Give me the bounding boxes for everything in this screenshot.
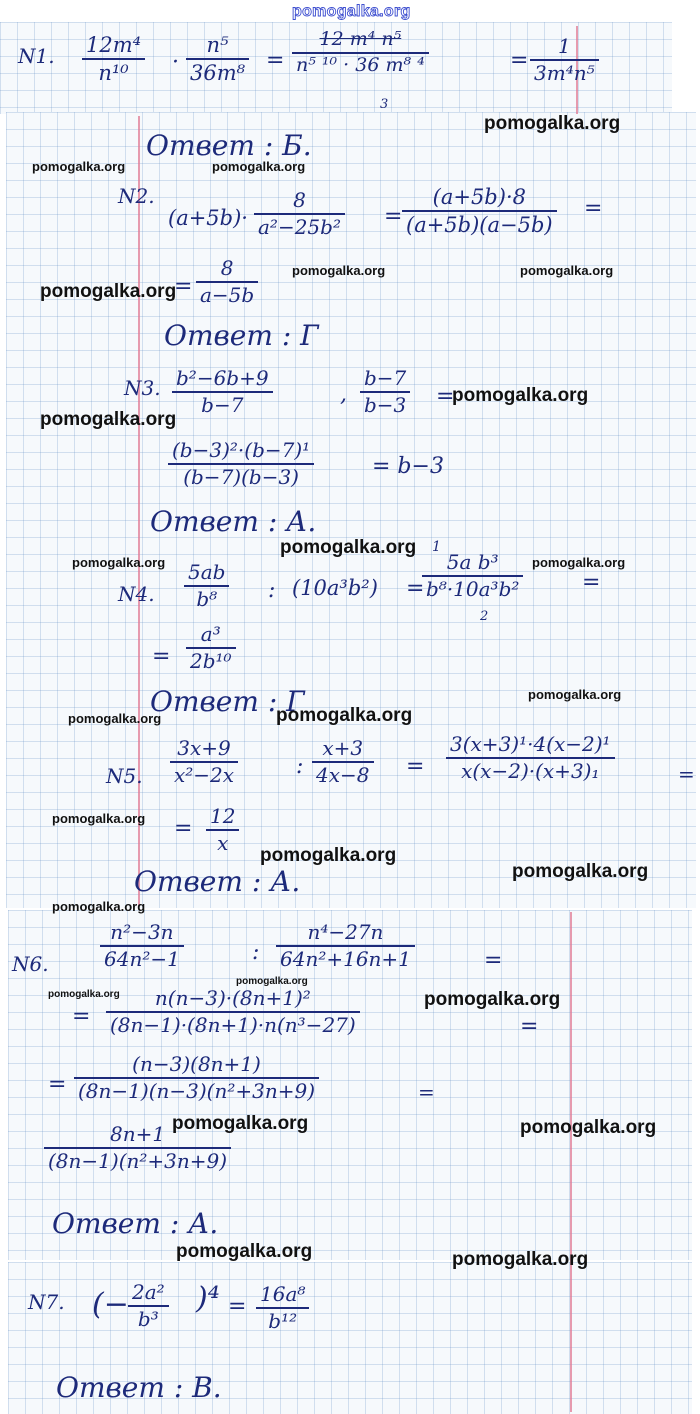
watermark: pomogalka.org: [512, 861, 649, 882]
equals-sign: =: [678, 762, 695, 786]
problem-2-fraction-1: [254, 190, 345, 238]
comma-sign: ,: [340, 382, 347, 407]
watermark: pomogalka.org: [452, 385, 589, 406]
right-paren: )⁴: [196, 1281, 220, 1316]
watermark: pomogalka.org: [520, 1117, 657, 1138]
numerator: b²−6b+9: [176, 366, 269, 390]
equals-sign: =: [520, 1014, 539, 1039]
numerator: 3x+9: [177, 736, 231, 760]
equals-sign: =: [174, 274, 193, 299]
problem-2-fraction-2: [402, 186, 557, 236]
denominator: 64n²+16n+1: [276, 945, 415, 970]
equals-sign: =: [510, 48, 529, 73]
denominator: 64n²−1: [100, 945, 184, 970]
denominator: n¹⁰: [82, 58, 145, 84]
site-logo: pomogalka.org: [292, 3, 411, 20]
equals-sign: =: [584, 196, 603, 221]
equals-sign: =: [228, 1294, 247, 1319]
problem-6-answer: Ответ : А.: [52, 1207, 219, 1240]
equals-sign: =: [406, 754, 425, 779]
equals-sign: =: [48, 1072, 67, 1097]
watermark: pomogalka.org: [484, 113, 621, 134]
numerator: (a+5b)·8: [432, 185, 526, 209]
problem-7-label: N7.: [28, 1290, 65, 1314]
problem-5-fraction-3: [446, 734, 615, 782]
margin-line: [570, 912, 572, 1412]
problem-1-answer: Ответ : Б.: [146, 129, 312, 162]
numerator: n²−3n: [110, 920, 174, 944]
numerator: a³: [200, 622, 221, 646]
numerator: 8n+1: [109, 1122, 166, 1146]
watermark: pomogalka.org: [52, 899, 146, 914]
problem-7-result: [256, 1284, 309, 1332]
numerator: 1: [557, 34, 571, 58]
problem-7-fraction-1: [128, 1282, 169, 1330]
left-paren: (−: [92, 1287, 129, 1322]
watermark: pomogalka.org: [176, 1241, 313, 1262]
equals-sign: =: [384, 204, 403, 229]
problem-3-answer: Ответ : А.: [150, 505, 317, 538]
problem-6-fraction-2: [276, 922, 415, 970]
problem-3-fraction-3: [168, 440, 314, 488]
numerator: 12: [210, 804, 236, 828]
denominator: (8n−1)(n²+3n+9): [44, 1147, 231, 1172]
denominator: (a+5b)(a−5b): [402, 210, 557, 236]
reduced-subscript: 2: [480, 609, 489, 624]
equals-sign: =: [174, 816, 193, 841]
equals-sign: =: [152, 644, 171, 669]
problem-5-fraction-2: [312, 738, 374, 786]
denominator: b⁸: [184, 585, 229, 610]
watermark: pomogalka.org: [52, 811, 146, 826]
problem-3-fraction-2: [360, 368, 410, 416]
denominator: (8n−1)·(8n+1)·n(n³−27): [106, 1011, 360, 1036]
watermark: pomogalka.org: [528, 687, 622, 702]
denominator: 4x−8: [312, 761, 374, 786]
problem-6-fraction-1: [100, 922, 184, 970]
numerator: n⁵: [206, 33, 229, 57]
equals-sign: =: [266, 48, 285, 73]
equals-sign: =: [72, 1004, 91, 1029]
numerator: n(n−3)·(8n+1)²: [154, 986, 311, 1010]
watermark: pomogalka.org: [72, 555, 166, 570]
watermark: pomogalka.org: [276, 705, 413, 726]
problem-6-label: N6.: [12, 952, 49, 976]
watermark: pomogalka.org: [520, 263, 614, 278]
reduced-subscript: 3: [380, 97, 389, 112]
watermark: pomogalka.org: [212, 159, 306, 174]
problem-1-label: N1.: [18, 44, 55, 68]
problem-5-fraction-1: [170, 738, 238, 786]
watermark: pomogalka.org: [172, 1113, 309, 1134]
divide-sign: :: [252, 940, 260, 965]
denominator: 3m⁴n⁵: [530, 59, 599, 84]
numerator: 16a⁸: [260, 1282, 306, 1306]
problem-7-answer: Ответ : В.: [56, 1371, 222, 1404]
numerator: 3(x+3)¹·4(x−2)¹: [450, 732, 611, 756]
problem-3-label: N3.: [124, 376, 161, 400]
denominator: b−3: [360, 391, 410, 416]
problem-3-fraction-1: [172, 368, 273, 416]
problem-4-fraction-1: [184, 562, 229, 610]
watermark: pomogalka.org: [452, 1249, 589, 1270]
denominator: x²−2x: [170, 761, 238, 786]
paper-sheet-2: [6, 112, 696, 908]
denominator: a−5b: [196, 281, 258, 306]
watermark: pomogalka.org: [40, 281, 177, 302]
problem-1-result: [530, 36, 599, 84]
problem-4-fraction-2: [422, 552, 523, 600]
problem-1-fraction-2: [186, 34, 249, 84]
denominator: a²−25b²: [254, 213, 345, 238]
numerator: n⁴−27n: [307, 920, 384, 944]
numerator: (n−3)(8n+1): [132, 1052, 261, 1076]
denominator: b³: [128, 1305, 169, 1330]
equals-sign: =: [582, 570, 601, 595]
numerator: b−7: [364, 366, 407, 390]
watermark: pomogalka.org: [68, 711, 162, 726]
denominator: n⁵ ¹⁰ · 36 m⁸ ⁴: [292, 52, 429, 76]
problem-2-label: N2.: [118, 184, 155, 208]
equals-sign: =: [436, 384, 455, 409]
problem-1-fraction-1: [82, 34, 145, 84]
problem-2-expression: (a+5b)·: [168, 206, 248, 230]
problem-4-answer: Ответ : Г: [150, 685, 305, 718]
numerator: 5a b³: [446, 550, 499, 574]
denominator: b−7: [172, 391, 273, 416]
equals-sign: =: [418, 1080, 435, 1104]
denominator: b⁸·10a³b²: [422, 575, 523, 600]
reduced-superscript: 1: [432, 539, 441, 555]
numerator: (b−3)²·(b−7)¹: [172, 438, 311, 462]
problem-5-label: N5.: [106, 764, 143, 788]
numerator: 8: [220, 256, 234, 280]
watermark: pomogalka.org: [424, 989, 561, 1010]
watermark: pomogalka.org: [236, 976, 308, 987]
problem-5-result: [206, 806, 239, 854]
problem-2-answer: Ответ : Г: [164, 319, 319, 352]
problem-4-expression: (10a³b²): [292, 576, 378, 600]
numerator: 12 m⁴ n⁵: [319, 28, 402, 50]
denominator: 36m⁸: [186, 58, 249, 84]
multiply-sign: ·: [172, 50, 179, 75]
problem-2-result: [196, 258, 258, 306]
watermark: pomogalka.org: [40, 409, 177, 430]
problem-4-label: N4.: [118, 582, 155, 606]
problem-3-result: = b−3: [372, 454, 444, 479]
numerator: 2a²: [132, 1280, 165, 1304]
denominator: (b−7)(b−3): [168, 463, 314, 488]
equals-sign: =: [484, 948, 503, 973]
numerator: x+3: [322, 736, 364, 760]
numerator: 5ab: [188, 560, 226, 584]
equals-sign: =: [406, 576, 425, 601]
watermark: pomogalka.org: [48, 989, 120, 1000]
denominator: b¹²: [256, 1307, 309, 1332]
denominator: x(x−2)·(x+3)₁: [446, 757, 615, 782]
numerator: 12m⁴: [86, 33, 142, 57]
denominator: 2b¹⁰: [186, 647, 236, 672]
problem-6-fraction-3: [106, 988, 360, 1036]
watermark: pomogalka.org: [292, 263, 386, 278]
divide-sign: :: [296, 754, 304, 779]
watermark: pomogalka.org: [260, 845, 397, 866]
problem-1-fraction-3: [292, 30, 429, 76]
watermark: pomogalka.org: [280, 537, 417, 558]
watermark: pomogalka.org: [32, 159, 126, 174]
numerator: 8: [293, 188, 306, 212]
denominator: (8n−1)(n−3)(n²+3n+9): [74, 1077, 319, 1102]
problem-6-fraction-4: [74, 1054, 319, 1102]
watermark: pomogalka.org: [532, 555, 626, 570]
problem-4-result: [186, 624, 236, 672]
divide-sign: :: [268, 578, 276, 603]
problem-5-answer: Ответ : А.: [134, 865, 301, 898]
denominator: x: [206, 829, 239, 854]
